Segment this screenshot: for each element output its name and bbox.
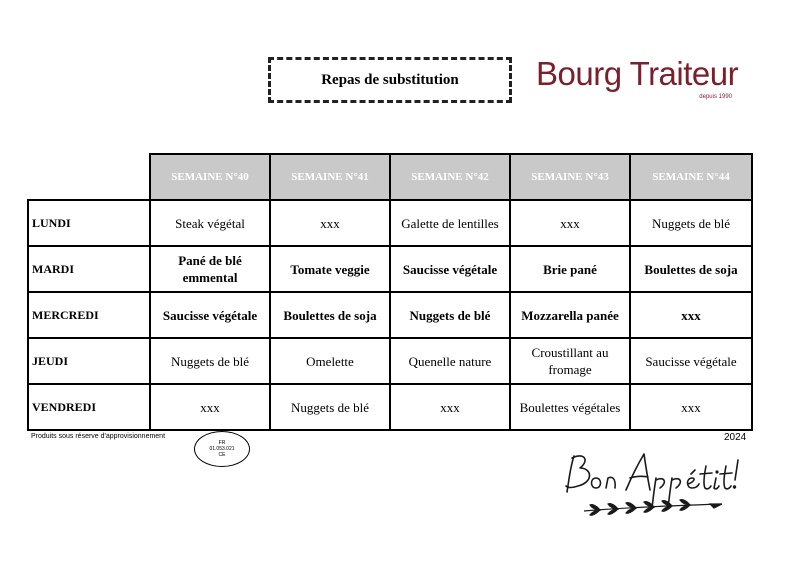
supply-footnote: Produits sous réserve d'approvisionnement — [31, 433, 166, 440]
meal-cell: xxx — [510, 200, 630, 246]
page-title: Repas de substitution — [268, 57, 512, 103]
meal-cell: Boulettes de soja — [630, 246, 752, 292]
meal-cell: xxx — [390, 384, 510, 430]
bon-appetit-signature — [560, 448, 750, 523]
meal-cell: Nuggets de blé — [150, 338, 270, 384]
table-row — [28, 384, 752, 430]
brand-since: depuis 1990 — [699, 94, 732, 100]
meal-cell: Croustillant au fromage — [510, 338, 630, 384]
stamp-line: FR — [218, 440, 226, 446]
stamp-line: CE — [218, 452, 226, 458]
week-header: SEMAINE N°41 — [270, 154, 390, 200]
meal-cell: Quenelle nature — [390, 338, 510, 384]
table-corner — [28, 154, 150, 200]
meal-cell: xxx — [270, 200, 390, 246]
table-row — [28, 292, 752, 338]
day-label: MARDI — [28, 246, 150, 292]
meal-cell: Boulettes végétales — [510, 384, 630, 430]
table-row — [28, 200, 752, 246]
meal-cell: Saucisse végétale — [630, 338, 752, 384]
brand-logo — [536, 56, 742, 104]
meal-cell: Nuggets de blé — [630, 200, 752, 246]
brand-name: Bourg Traiteur — [536, 55, 739, 92]
meal-cell: xxx — [630, 384, 752, 430]
menu-table — [27, 153, 753, 431]
day-label: VENDREDI — [28, 384, 150, 430]
meal-cell: Nuggets de blé — [270, 384, 390, 430]
year-label: 2024 — [724, 432, 747, 443]
day-label: LUNDI — [28, 200, 150, 246]
week-header: SEMAINE N°40 — [150, 154, 270, 200]
meal-cell: Omelette — [270, 338, 390, 384]
stamp-line: 01.053.021 — [209, 446, 235, 452]
day-label: JEUDI — [28, 338, 150, 384]
meal-cell: Steak végétal — [150, 200, 270, 246]
table-row — [28, 246, 752, 292]
meal-cell: xxx — [150, 384, 270, 430]
day-label: MERCREDI — [28, 292, 150, 338]
meal-cell: Saucisse végétale — [390, 246, 510, 292]
meal-cell: Saucisse végétale — [150, 292, 270, 338]
week-header: SEMAINE N°42 — [390, 154, 510, 200]
meal-cell: Boulettes de soja — [270, 292, 390, 338]
table-header-row — [28, 154, 752, 200]
week-header: SEMAINE N°43 — [510, 154, 630, 200]
meal-cell: xxx — [630, 292, 752, 338]
meal-cell: Tomate veggie — [270, 246, 390, 292]
table-row — [28, 338, 752, 384]
meal-cell: Pané de blé emmental — [150, 246, 270, 292]
health-stamp — [194, 431, 250, 467]
meal-cell: Nuggets de blé — [390, 292, 510, 338]
meal-cell: Mozzarella panée — [510, 292, 630, 338]
meal-cell: Galette de lentilles — [390, 200, 510, 246]
week-header: SEMAINE N°44 — [630, 154, 752, 200]
meal-cell: Brie pané — [510, 246, 630, 292]
